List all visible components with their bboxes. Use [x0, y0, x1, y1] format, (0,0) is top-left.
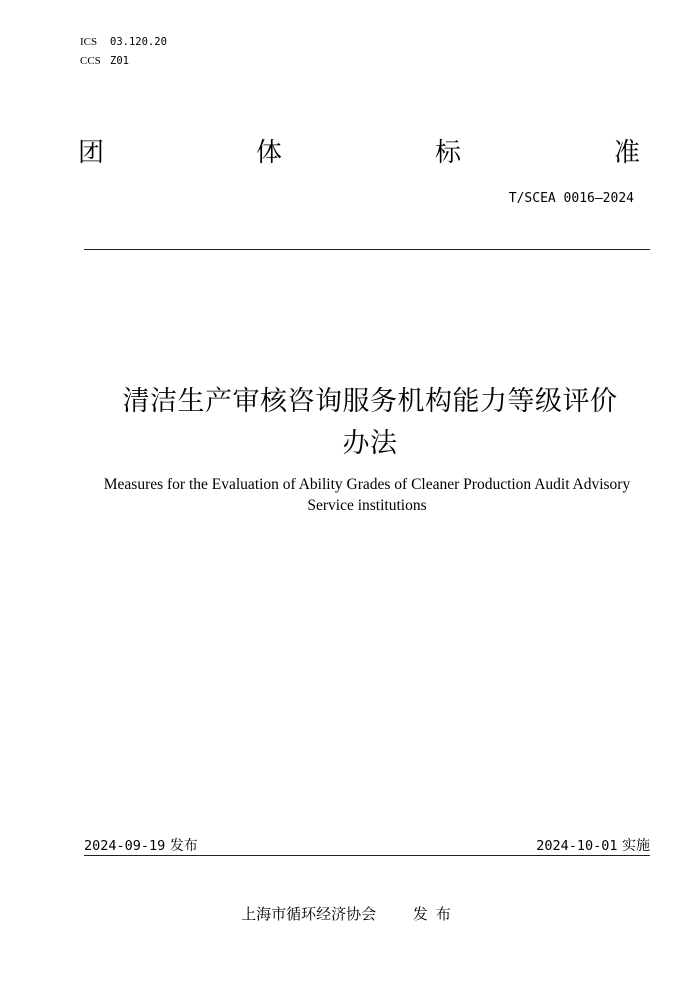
title-english [78, 474, 656, 516]
classification-codes [80, 33, 167, 71]
issuer-name: 上海市循环经济协会 [241, 905, 377, 923]
title-chinese-line-2: 办法 [342, 428, 398, 459]
standard-kind-char-4: 准 [614, 138, 641, 168]
standard-kind-char-3: 标 [435, 138, 462, 168]
title-english-line-1: Measures for the Evaluation of Ability Grades of Cleaner Production Audit Advisory [103, 476, 631, 493]
ics-value: 03.120.20 [110, 36, 167, 48]
footer-divider [84, 855, 650, 856]
header-divider [84, 249, 650, 250]
title-chinese-line-1: 清洁生产审核咨询服务机构能力等级评价 [122, 386, 618, 417]
publish-date-value: 2024-09-19 [84, 838, 166, 854]
publish-label: 发布 [169, 838, 198, 854]
ccs-value: Z01 [110, 55, 129, 67]
standard-kind-char-1: 团 [78, 138, 105, 168]
standard-number: T/SCEA 0016—2024 [508, 191, 634, 206]
publish-date [84, 835, 198, 855]
standard-kind-heading [78, 134, 648, 174]
ccs-row [80, 52, 167, 71]
standard-kind-char-2: 体 [256, 138, 283, 168]
implement-date-value: 2024-10-01 [536, 838, 618, 854]
title-english-line-2: Service institutions [307, 497, 427, 514]
ics-row [80, 33, 167, 52]
title-chinese [70, 381, 670, 465]
issuer-action: 发布 [412, 905, 459, 923]
ccs-label: CCS [80, 55, 101, 67]
issuer-line [0, 903, 700, 924]
implement-date [536, 835, 650, 855]
implement-label: 实施 [622, 838, 650, 854]
ics-label: ICS [80, 36, 98, 48]
